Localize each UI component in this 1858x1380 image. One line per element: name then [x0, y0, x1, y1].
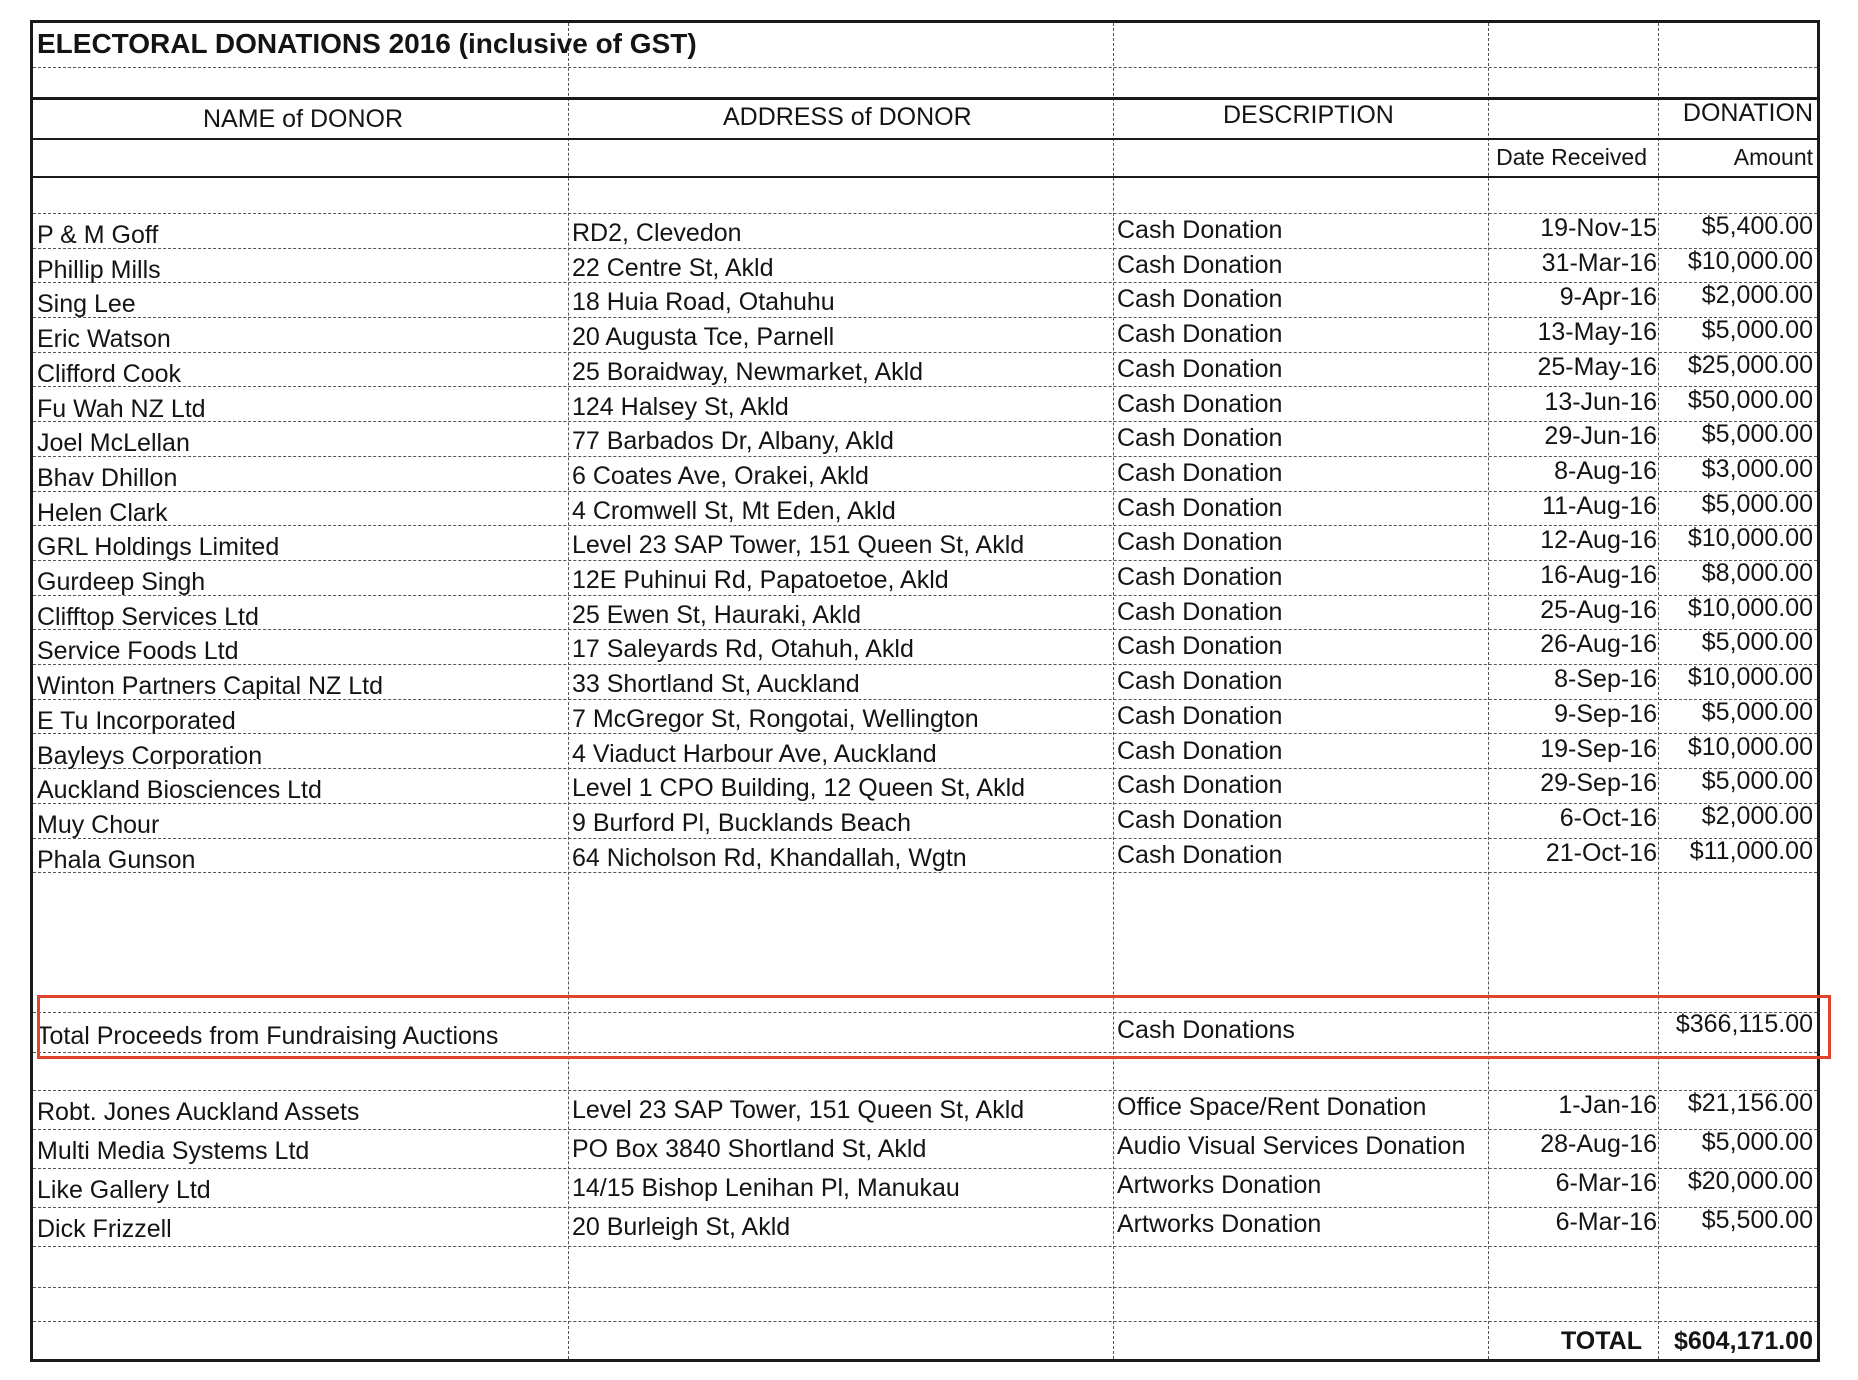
donor-name: Dick Frizzell	[37, 1215, 172, 1243]
donation-description: Cash Donation	[1117, 667, 1283, 696]
title-spacer-row	[33, 68, 1817, 100]
donation-description: Cash Donation	[1117, 320, 1283, 349]
date-received: 1-Jan-16	[1558, 1091, 1657, 1119]
date-received: 29-Sep-16	[1540, 769, 1657, 798]
subheader-row	[33, 140, 1817, 178]
donation-amount: $3,000.00	[1701, 454, 1813, 483]
header-donation: DONATION	[1682, 99, 1813, 127]
table-row	[33, 732, 1817, 770]
date-received: 21-Oct-16	[1545, 838, 1657, 867]
donor-name: Joel McLellan	[37, 429, 190, 458]
date-received: 19-Nov-15	[1540, 214, 1657, 242]
donation-description: Cash Donation	[1117, 805, 1283, 834]
donor-address: 25 Boraidway, Newmarket, Akld	[572, 357, 924, 386]
donor-address: 4 Viaduct Harbour Ave, Auckland	[572, 739, 937, 768]
donation-amount: $5,000.00	[1701, 316, 1813, 345]
donation-description: Cash Donation	[1117, 458, 1283, 487]
date-received: 13-Jun-16	[1544, 387, 1657, 416]
donor-address: Level 23 SAP Tower, 151 Queen St, Akld	[572, 1096, 1025, 1124]
total-row	[33, 1322, 1817, 1362]
donor-address: Level 23 SAP Tower, 151 Queen St, Akld	[572, 531, 1025, 560]
table-row	[33, 422, 1817, 457]
header-name: NAME of DONOR	[203, 105, 404, 133]
donor-address: 9 Burford Pl, Bucklands Beach	[572, 808, 912, 837]
donor-name: Gurdeep Singh	[37, 568, 206, 596]
date-received: 12-Aug-16	[1540, 526, 1657, 555]
donation-amount: $2,000.00	[1701, 281, 1813, 310]
table-row	[33, 489, 1817, 527]
table-row	[33, 526, 1817, 561]
donor-name: Phala Gunson	[37, 845, 196, 874]
table-row	[33, 1169, 1817, 1208]
donor-address: 4 Cromwell St, Mt Eden, Akld	[572, 496, 896, 525]
donor-name: E Tu Incorporated	[37, 706, 236, 735]
table-row	[33, 1208, 1817, 1247]
donation-amount: $5,500.00	[1701, 1206, 1813, 1234]
table-row	[33, 350, 1817, 388]
donor-address: RD2, Clevedon	[572, 219, 742, 247]
auction-name: Total Proceeds from Fundraising Auctions	[37, 1022, 499, 1050]
donor-name: P & M Goff	[37, 221, 159, 249]
donation-description: Cash Donation	[1117, 840, 1283, 869]
table-row	[33, 769, 1817, 804]
date-received: 6-Mar-16	[1555, 1208, 1657, 1236]
donor-address: 6 Coates Ave, Orakei, Akld	[572, 461, 869, 490]
spacer-row	[33, 1053, 1817, 1091]
donation-description: Cash Donation	[1117, 771, 1283, 800]
donation-description: Office Space/Rent Donation	[1117, 1093, 1427, 1121]
table-row	[33, 318, 1817, 353]
donation-amount: $25,000.00	[1687, 350, 1813, 379]
donation-description: Cash Donation	[1117, 216, 1283, 244]
donor-name: Sing Lee	[37, 290, 136, 319]
donations-sheet	[30, 20, 1820, 1362]
table-row	[33, 836, 1817, 874]
donation-description: Cash Donation	[1117, 701, 1283, 730]
donation-amount: $10,000.00	[1687, 732, 1813, 761]
blank-row	[33, 1288, 1817, 1322]
donor-address: 17 Saleyards Rd, Otahuh, Akld	[572, 635, 914, 664]
donor-name: Auckland Biosciences Ltd	[37, 776, 322, 805]
donor-address: 22 Centre St, Akld	[572, 253, 774, 282]
donor-address: 124 Halsey St, Akld	[572, 392, 789, 421]
page-title: ELECTORAL DONATIONS 2016 (inclusive of GST)	[37, 28, 697, 59]
donor-name: Robt. Jones Auckland Assets	[37, 1098, 360, 1126]
donor-name: Like Gallery Ltd	[37, 1176, 211, 1204]
total-label: TOTAL	[1560, 1327, 1642, 1355]
donor-name: Service Foods Ltd	[37, 637, 239, 666]
donation-amount: $2,000.00	[1701, 801, 1813, 830]
table-row	[33, 246, 1817, 284]
date-received: 25-Aug-16	[1540, 595, 1657, 624]
donation-description: Cash Donation	[1117, 285, 1283, 314]
header-date-received: Date Received	[1496, 144, 1647, 170]
donation-amount: $50,000.00	[1687, 385, 1813, 414]
header-address: ADDRESS of DONOR	[723, 103, 972, 131]
donation-description: Cash Donation	[1117, 563, 1283, 591]
auction-amount: $366,115.00	[1675, 1010, 1813, 1038]
donation-amount: $20,000.00	[1687, 1167, 1813, 1195]
donor-name: Bayleys Corporation	[37, 741, 263, 770]
donor-address: 18 Huia Road, Otahuhu	[572, 288, 835, 317]
donation-description: Audio Visual Services Donation	[1117, 1132, 1466, 1160]
table-row	[33, 697, 1817, 735]
donor-name: Winton Partners Capital NZ Ltd	[37, 672, 383, 701]
total-amount: $604,171.00	[1673, 1327, 1813, 1355]
donor-address: 14/15 Bishop Lenihan Pl, Manukau	[572, 1174, 960, 1202]
table-row	[33, 1130, 1817, 1169]
date-received: 9-Sep-16	[1554, 699, 1657, 728]
date-received: 8-Sep-16	[1554, 665, 1657, 694]
date-received: 11-Aug-16	[1542, 491, 1657, 520]
donor-address: 7 McGregor St, Rongotai, Wellington	[572, 704, 979, 733]
date-received: 25-May-16	[1537, 352, 1657, 381]
donation-amount: $5,400.00	[1701, 212, 1813, 240]
donor-name: GRL Holdings Limited	[37, 533, 280, 562]
blank-row	[33, 1248, 1817, 1288]
table-row	[33, 214, 1817, 249]
donor-address: 25 Ewen St, Hauraki, Akld	[572, 600, 862, 629]
date-received: 31-Mar-16	[1541, 248, 1657, 277]
donation-amount: $11,000.00	[1689, 836, 1813, 865]
donation-description: Cash Donation	[1117, 632, 1283, 661]
spacer-row	[33, 983, 1817, 1013]
donation-amount: $5,000.00	[1701, 767, 1813, 796]
title-row	[33, 23, 1817, 68]
donor-address: 20 Burleigh St, Akld	[572, 1213, 791, 1241]
donor-name: Multi Media Systems Ltd	[37, 1137, 310, 1165]
date-received: 6-Oct-16	[1559, 803, 1657, 832]
donation-amount: $5,000.00	[1701, 628, 1813, 657]
header-row	[33, 100, 1817, 140]
auction-description: Cash Donations	[1117, 1016, 1295, 1044]
date-received: 26-Aug-16	[1540, 630, 1657, 659]
donation-amount: $10,000.00	[1687, 593, 1813, 622]
donation-amount: $5,000.00	[1701, 1128, 1813, 1156]
donor-name: Muy Chour	[37, 810, 160, 839]
table-row	[33, 630, 1817, 665]
table-row	[33, 665, 1817, 700]
donor-address: Level 1 CPO Building, 12 Queen St, Akld	[572, 774, 1026, 803]
auction-row	[33, 1010, 1817, 1053]
header-description: DESCRIPTION	[1223, 101, 1394, 129]
donation-amount: $5,000.00	[1701, 489, 1813, 518]
donation-description: Cash Donation	[1117, 424, 1283, 453]
date-received: 13-May-16	[1537, 318, 1657, 347]
donation-description: Cash Donation	[1117, 389, 1283, 418]
donor-address: 64 Nicholson Rd, Khandallah, Wgtn	[572, 843, 967, 872]
donation-amount: $8,000.00	[1701, 559, 1813, 587]
donor-address: PO Box 3840 Shortland St, Akld	[572, 1135, 927, 1163]
spacer-row	[33, 178, 1817, 214]
donation-amount: $21,156.00	[1687, 1089, 1813, 1117]
donation-description: Cash Donation	[1117, 736, 1283, 765]
date-received: 16-Aug-16	[1540, 561, 1657, 589]
donation-description: Cash Donation	[1117, 250, 1283, 279]
table-row	[33, 283, 1817, 318]
donor-name: Helen Clark	[37, 498, 168, 527]
donation-amount: $5,000.00	[1701, 420, 1813, 449]
donor-name: Eric Watson	[37, 325, 171, 354]
donor-name: Clifford Cook	[37, 359, 182, 388]
table-row	[33, 801, 1817, 839]
donor-name: Clifftop Services Ltd	[37, 602, 259, 631]
date-received: 9-Apr-16	[1559, 283, 1657, 312]
table-row	[33, 593, 1817, 631]
date-received: 8-Aug-16	[1554, 456, 1657, 485]
donation-amount: $10,000.00	[1687, 663, 1813, 692]
table-row	[33, 385, 1817, 423]
donor-address: 77 Barbados Dr, Albany, Akld	[572, 427, 894, 456]
date-received: 29-Jun-16	[1544, 422, 1657, 451]
date-received: 19-Sep-16	[1540, 734, 1657, 763]
donor-name: Fu Wah NZ Ltd	[37, 394, 206, 423]
donor-name: Phillip Mills	[37, 255, 161, 284]
donation-description: Cash Donation	[1117, 597, 1283, 626]
donation-description: Cash Donation	[1117, 493, 1283, 522]
header-amount: Amount	[1733, 144, 1813, 170]
table-row	[33, 561, 1817, 596]
donation-amount: $10,000.00	[1687, 246, 1813, 275]
donor-name: Bhav Dhillon	[37, 463, 178, 492]
donor-address: 12E Puhinui Rd, Papatoetoe, Akld	[572, 566, 949, 594]
donation-description: Artworks Donation	[1117, 1171, 1322, 1199]
donation-description: Artworks Donation	[1117, 1210, 1322, 1238]
table-row	[33, 454, 1817, 492]
date-received: 28-Aug-16	[1540, 1130, 1657, 1158]
donation-description: Cash Donation	[1117, 528, 1283, 557]
donation-description: Cash Donation	[1117, 354, 1283, 383]
date-received: 6-Mar-16	[1555, 1169, 1657, 1197]
donor-address: 33 Shortland St, Auckland	[572, 670, 860, 699]
donor-address: 20 Augusta Tce, Parnell	[572, 323, 835, 352]
table-row	[33, 1091, 1817, 1130]
donation-amount: $5,000.00	[1701, 697, 1813, 726]
donation-amount: $10,000.00	[1687, 524, 1813, 553]
